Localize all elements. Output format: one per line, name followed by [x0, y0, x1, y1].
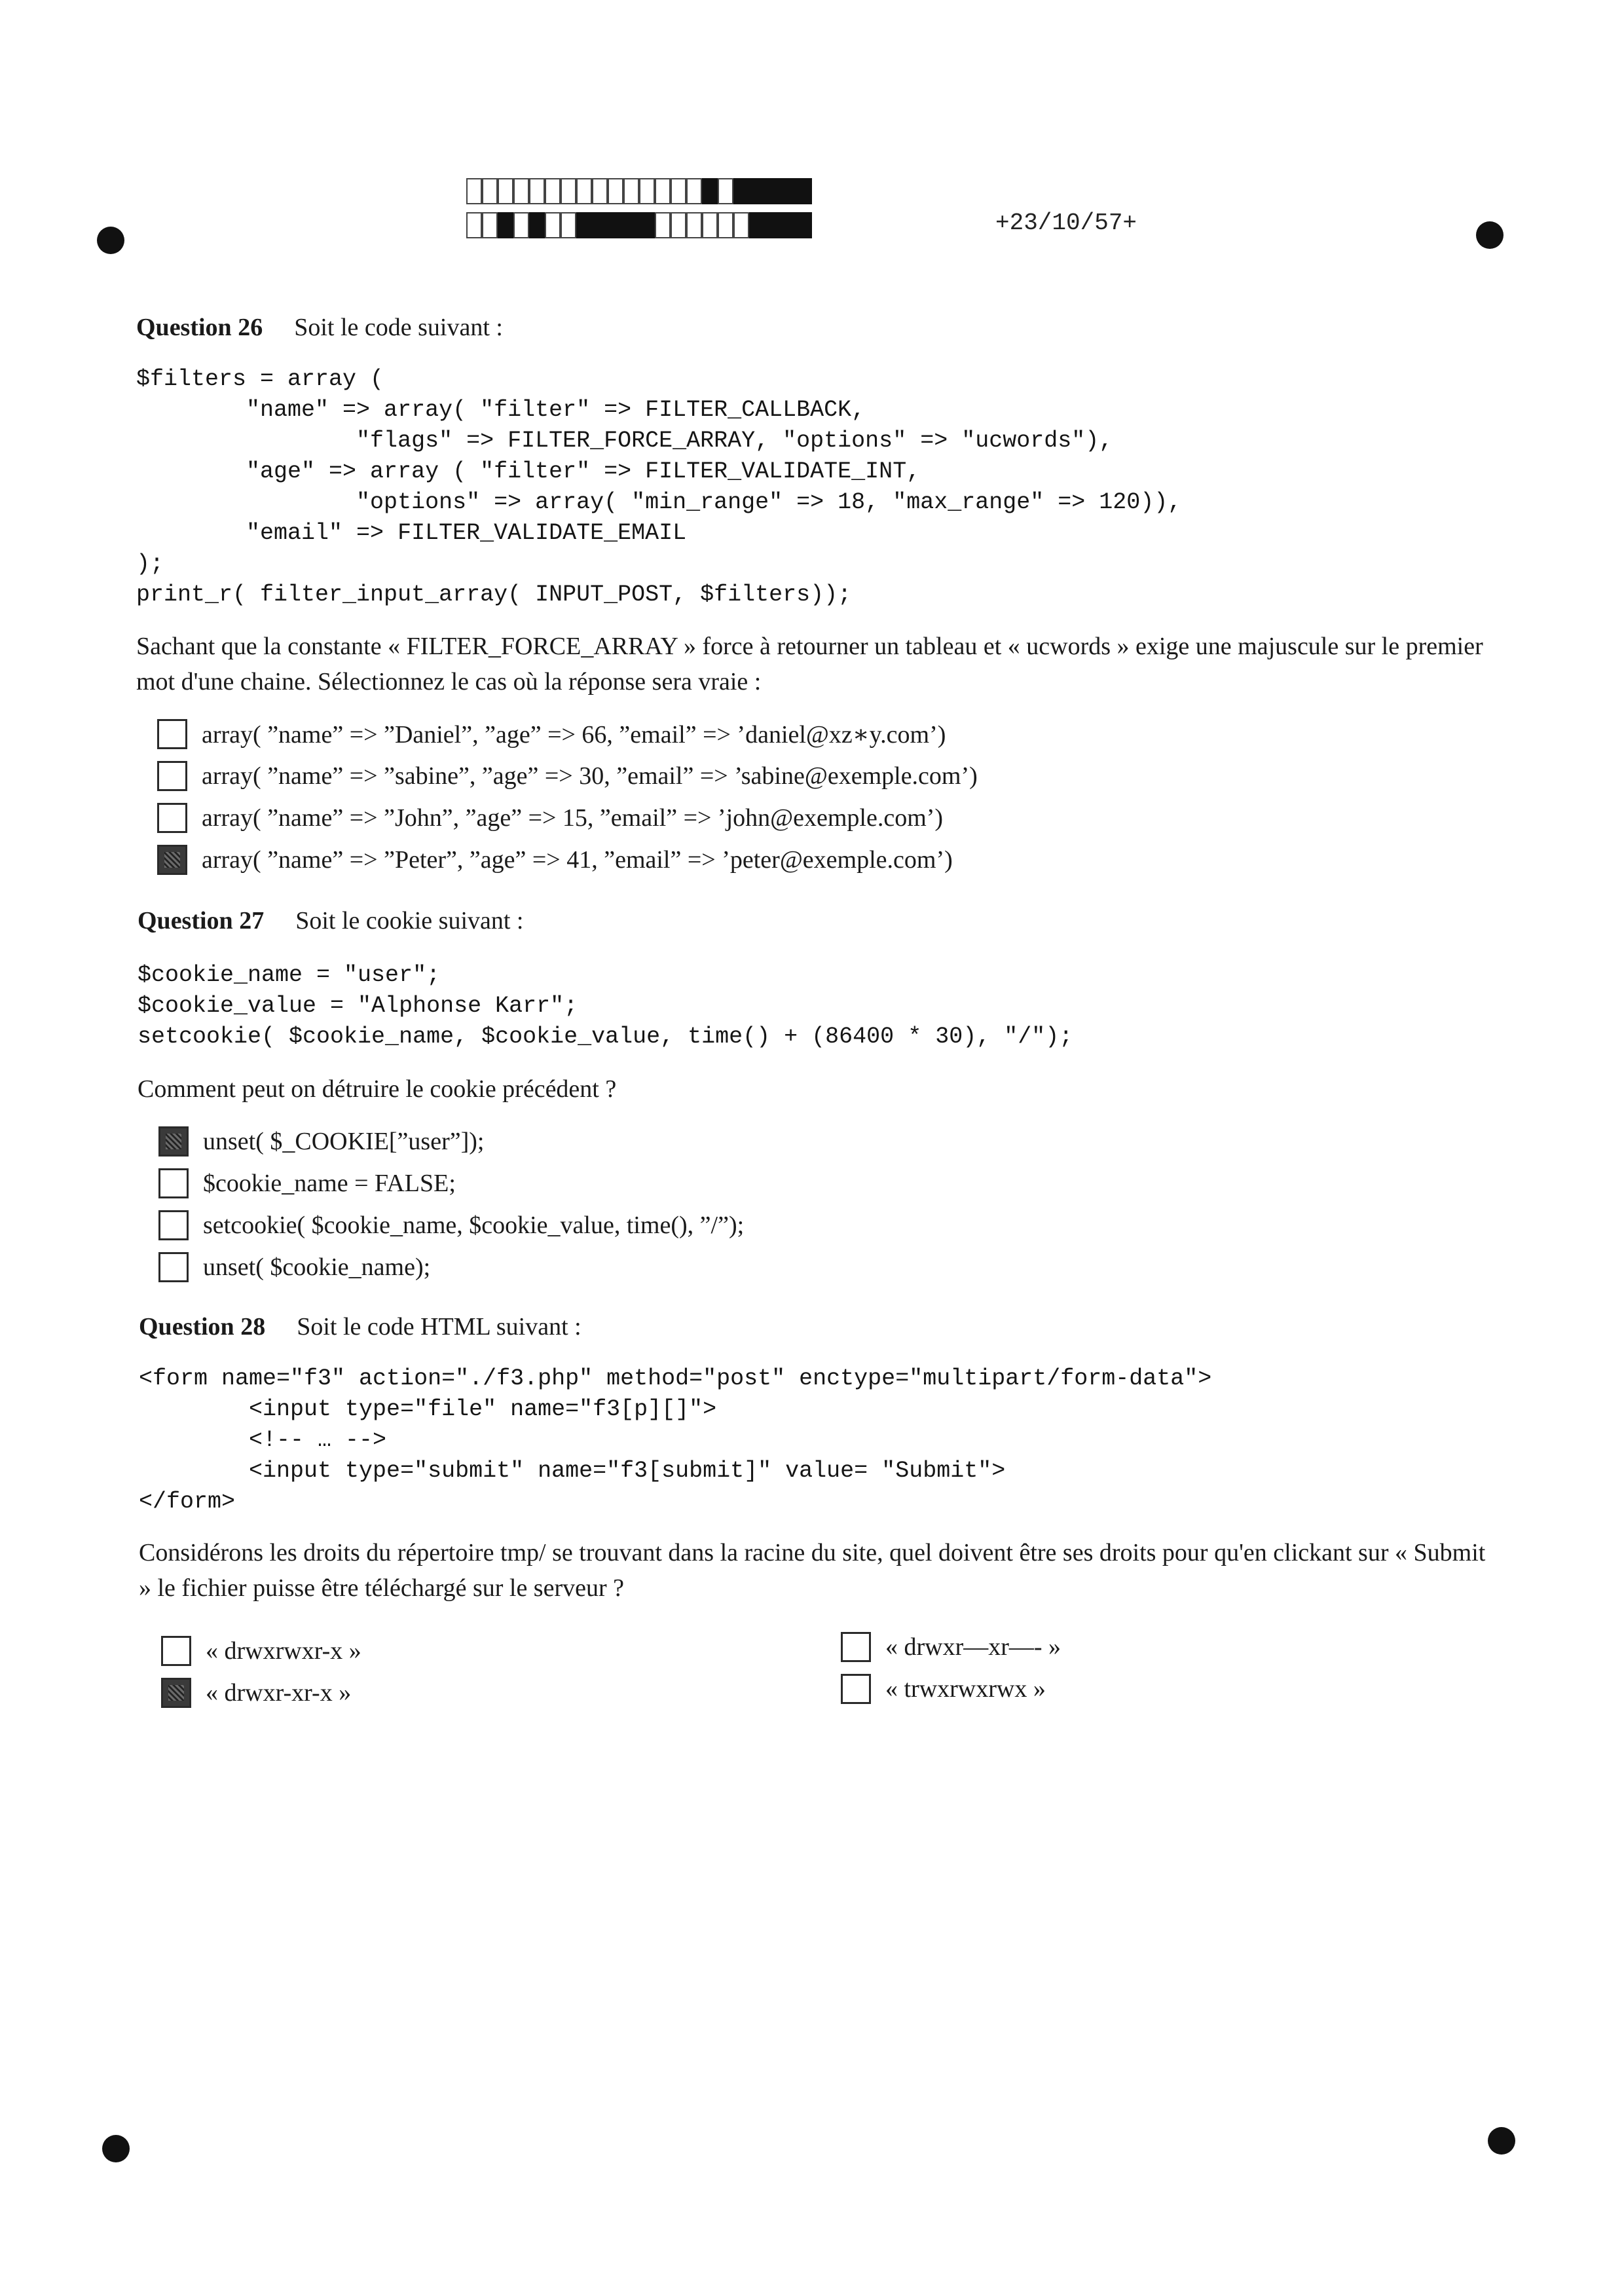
barcode-cell — [498, 212, 513, 238]
question-prompt: Soit le code HTML suivant : — [297, 1313, 581, 1341]
question-27-header — [138, 906, 524, 935]
question-27-answer-1[interactable] — [158, 1126, 484, 1157]
barcode-cell — [482, 212, 498, 238]
answer-checkbox[interactable] — [158, 1210, 189, 1240]
barcode-cell — [655, 212, 671, 238]
barcode-cell — [796, 212, 812, 238]
answer-checkbox-checked[interactable] — [157, 845, 187, 875]
barcode-cell — [639, 178, 655, 204]
barcode-cell — [466, 212, 482, 238]
question-27-code: $cookie_name = "user"; $cookie_value = "Alphonse Karr"; setcookie( $cookie_name, $cookie_value, time() + (86400 * 30), "/"); — [138, 962, 1073, 1050]
barcode-cell — [576, 212, 592, 238]
registration-mark-top-right — [1476, 221, 1504, 249]
barcode-cell — [576, 178, 592, 204]
barcode-cell — [482, 178, 498, 204]
barcode-cell — [623, 178, 639, 204]
answer-checkbox[interactable] — [158, 1252, 189, 1282]
answer-checkbox-checked[interactable] — [161, 1678, 191, 1708]
answer-checkbox[interactable] — [161, 1636, 191, 1666]
barcode-cell — [686, 178, 702, 204]
registration-mark-top-left — [97, 227, 124, 254]
barcode-cell — [513, 212, 529, 238]
answer-checkbox[interactable] — [841, 1674, 871, 1704]
barcode-cell — [623, 212, 639, 238]
barcode-cell — [718, 178, 733, 204]
question-28-answer-1[interactable] — [161, 1636, 361, 1666]
question-27-answer-2[interactable] — [158, 1168, 456, 1198]
barcode-cell — [718, 212, 733, 238]
answer-checkbox-checked[interactable] — [158, 1126, 189, 1157]
question-27-answer-4[interactable] — [158, 1252, 430, 1282]
barcode-cell — [608, 212, 623, 238]
answer-label: unset( $_COOKIE[”user”]); — [203, 1128, 485, 1155]
barcode-cell — [498, 178, 513, 204]
question-28-answer-3[interactable] — [841, 1632, 1061, 1662]
barcode-cell — [639, 212, 655, 238]
barcode-cell — [592, 178, 608, 204]
answer-checkbox[interactable] — [158, 1168, 189, 1198]
question-27-text: Comment peut on détruire le cookie précédent ? — [138, 1075, 617, 1103]
barcode-cell — [749, 212, 765, 238]
barcode-cell — [733, 178, 749, 204]
barcode-cell — [671, 212, 686, 238]
question-26-header — [136, 313, 503, 342]
question-26-answer-2[interactable] — [157, 761, 978, 791]
answer-label: « trwxrwxrwx » — [885, 1675, 1046, 1703]
barcode-cell — [561, 178, 576, 204]
answer-label: $cookie_name = FALSE; — [203, 1170, 456, 1197]
barcode-cell — [781, 212, 796, 238]
barcode-cell — [765, 212, 781, 238]
answer-label: array( ”name” => ”sabine”, ”age” => 30, ”email” => ’sabine@exemple.com’) — [202, 762, 978, 790]
barcode-row-2 — [466, 212, 812, 238]
question-26-code: $filters = array ( "name" => array( "filter" => FILTER_CALLBACK, "flags" => FILTER_FORCE_ARRAY, "options" => "ucwords"), "age" => array ( "filter" => FILTER_VALIDATE_INT, "options" => array( "min_range" => 18, "max_range" => 120)), "email" => FILTER_VALIDATE_EMAIL ); print_r( filter_input_array( INPUT_POST, $filters)); — [136, 366, 1182, 608]
answer-label: setcookie( $cookie_name, $cookie_value, time(), ”/”); — [203, 1212, 745, 1239]
barcode-cell — [796, 178, 812, 204]
barcode-cell — [529, 178, 545, 204]
question-prompt: Soit le code suivant : — [294, 314, 503, 341]
barcode-cell — [733, 212, 749, 238]
answer-checkbox[interactable] — [841, 1632, 871, 1662]
barcode-cell — [686, 212, 702, 238]
question-number: Question 28 — [139, 1313, 266, 1341]
question-26-answer-3[interactable] — [157, 803, 943, 833]
barcode-row-1 — [466, 178, 812, 204]
question-27-answer-3[interactable] — [158, 1210, 744, 1240]
barcode-cell — [765, 178, 781, 204]
question-28-text: Considérons les droits du répertoire tmp/ se trouvant dans la racine du site, quel doivent être ses droits pour qu'en clickant sur « Submit » le fichier puisse être téléchargé sur le serveur ? — [139, 1539, 1486, 1602]
question-number: Question 27 — [138, 907, 265, 935]
barcode-cell — [655, 178, 671, 204]
question-28-header — [139, 1312, 581, 1341]
answer-label: « drwxr—xr—- » — [885, 1633, 1061, 1661]
registration-mark-bottom-right — [1488, 2127, 1515, 2155]
barcode-cell — [749, 178, 765, 204]
answer-checkbox[interactable] — [157, 719, 187, 749]
answer-label: array( ”name” => ”Peter”, ”age” => 41, ”email” => ’peter@exemple.com’) — [202, 846, 953, 874]
answer-label: array( ”name” => ”Daniel”, ”age” => 66, ”email” => ’daniel@xz∗y.com’) — [202, 720, 946, 749]
barcode-cell — [671, 178, 686, 204]
barcode-cell — [545, 212, 561, 238]
barcode-cell — [545, 178, 561, 204]
answer-label: array( ”name” => ”John”, ”age” => 15, ”email” => ’john@exemple.com’) — [202, 804, 944, 832]
answer-checkbox[interactable] — [157, 761, 187, 791]
question-28-code: <form name="f3" action="./f3.php" method="post" enctype="multipart/form-data"> <input type="file" name="f3[p][]"> <!-- … --> <input type="submit" name="f3[submit]" value= "Submit"> </form> — [139, 1365, 1212, 1515]
barcode-cell — [529, 212, 545, 238]
question-number: Question 26 — [136, 314, 263, 341]
barcode-cell — [592, 212, 608, 238]
barcode-cell — [561, 212, 576, 238]
page-code: +23/10/57+ — [995, 210, 1137, 236]
barcode-cell — [781, 178, 796, 204]
question-26-answer-4[interactable] — [157, 845, 953, 875]
barcode-cell — [466, 178, 482, 204]
question-prompt: Soit le cookie suivant : — [295, 907, 524, 935]
barcode-cell — [702, 178, 718, 204]
question-28-answer-4[interactable] — [841, 1674, 1046, 1704]
answer-label: « drwxr-xr-x » — [206, 1679, 352, 1707]
question-26-answer-1[interactable] — [157, 719, 946, 749]
barcode-cell — [608, 178, 623, 204]
answer-checkbox[interactable] — [157, 803, 187, 833]
answer-label: « drwxrwxr-x » — [206, 1637, 361, 1665]
question-28-answer-2[interactable] — [161, 1678, 351, 1708]
barcode-cell — [702, 212, 718, 238]
answer-label: unset( $cookie_name); — [203, 1253, 431, 1281]
registration-mark-bottom-left — [102, 2135, 130, 2162]
barcode-cell — [513, 178, 529, 204]
question-26-text: Sachant que la constante « FILTER_FORCE_ARRAY » force à retourner un tableau et « ucwords » exige une majuscule sur le premier mot d'une chaine. Sélectionnez le cas où la réponse sera vraie : — [136, 633, 1483, 695]
